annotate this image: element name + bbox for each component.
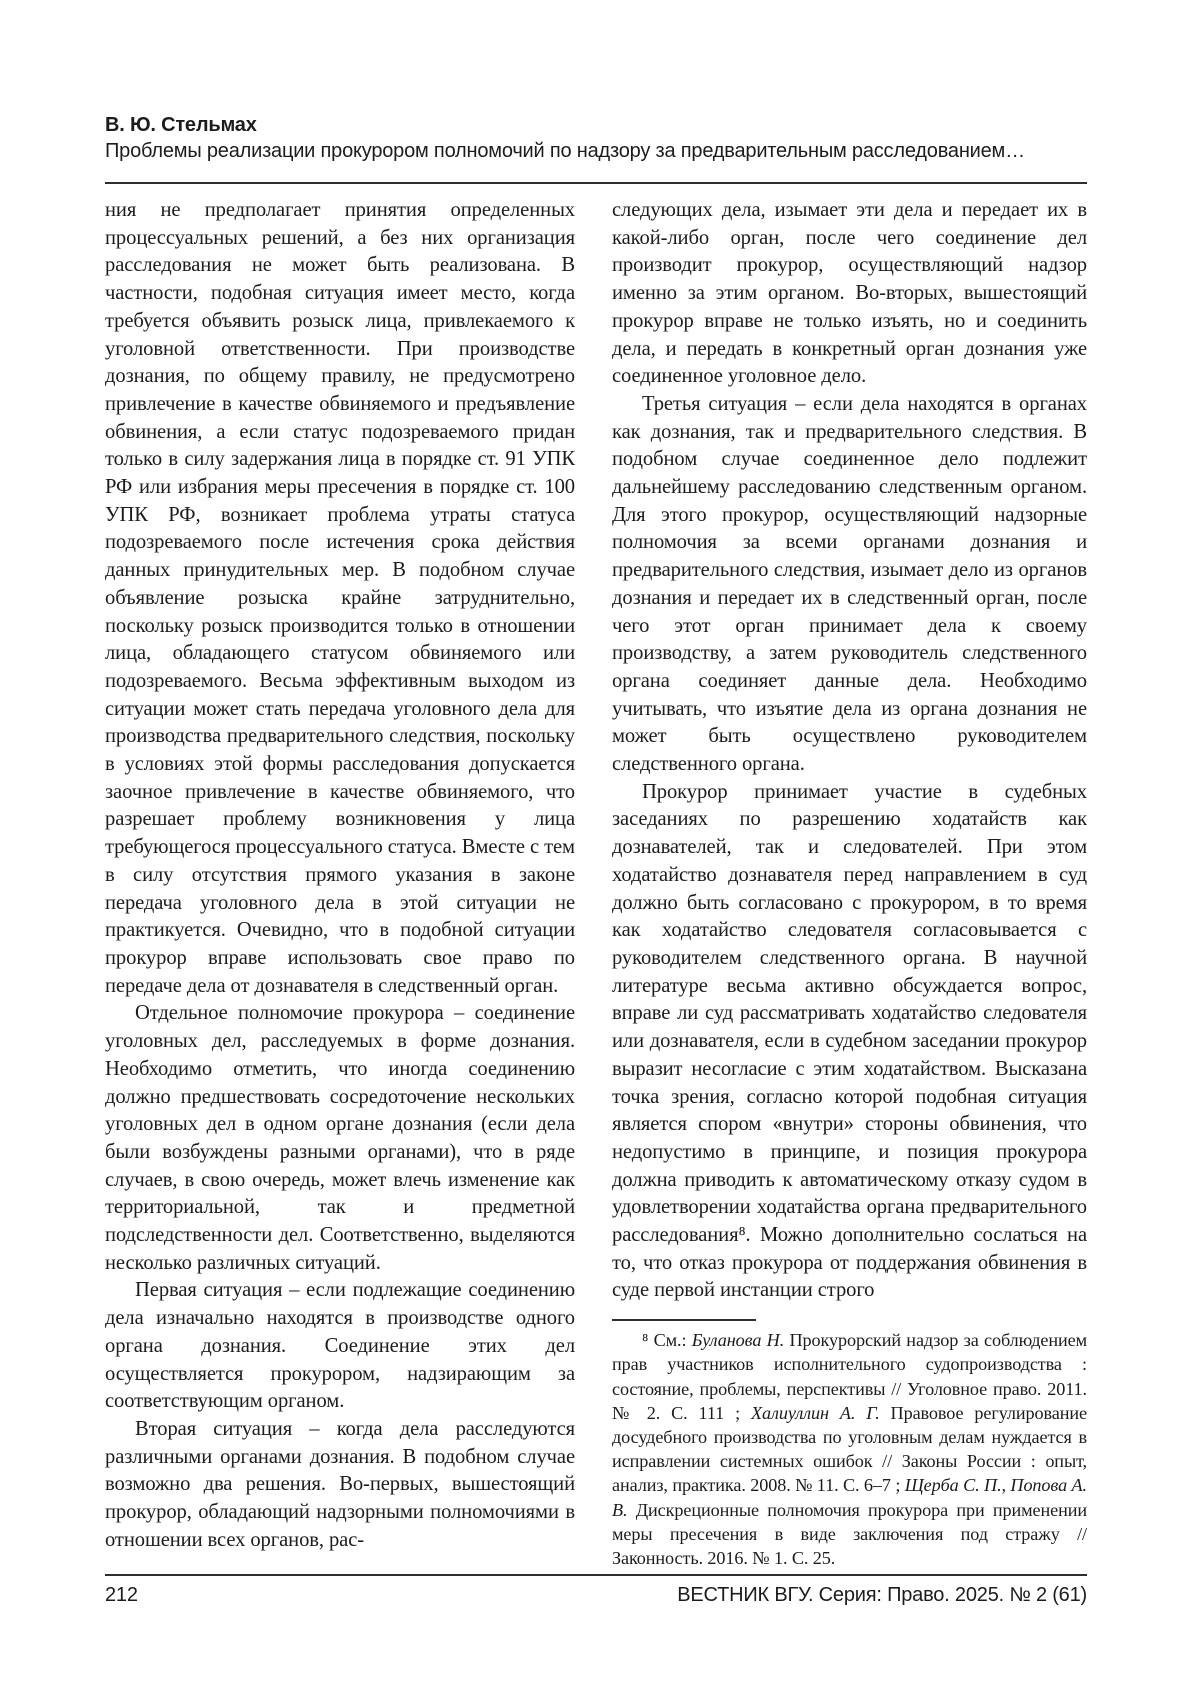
footnote-text (612, 1328, 1087, 1569)
footnote-segment: ⁸ См.: (642, 1330, 692, 1351)
footnote-block (612, 1319, 1087, 1569)
paragraph: Вторая ситуация – когда дела расследуются различными органами дознания. В подобном случае возможно два решения. Во-первых, вышестоящий прокурор, обладающий надзорными полномочиями в отношении всех органов, рас- (105, 1417, 575, 1551)
paragraph: Первая ситуация – если подлежащие соединению дела изначально находятся в производстве одного органа дознания. Соединение этих дел осуществляется прокурором, надзирающим за соответствующим органом. (105, 1279, 575, 1413)
paragraph: Прокурор принимает участие в судебных заседаниях по разрешению ходатайств как дознавателей, так и следователей. При этом ходатайство дознавателя перед направлением в суд должно быть согласовано с прокурором, в то время как ходатайство следователя согласовывается с руководителем следственного органа. В научной литературе весьма активно обсуждается вопрос, вправе ли суд рассматривать ходатайство следователя или дознавателя, если в судебном заседании прокурор выразит несогласие с этим ходатайством. Высказана точка зрения, согласно которой подобная ситуация является спором «внутри» стороны обвинения, что недопустимо в принципе, и позиция прокурора должна приводить к автоматическому отказу судом в удовлетворении ходатайства органа предварительного расследования⁸. Можно дополнительно сослаться на то, что отказ прокурора от поддержания обвинения в суде первой инстанции строго (612, 780, 1087, 1302)
page-footer (105, 1582, 1087, 1608)
paragraph: ния не предполагает принятия определенных процессуальных решений, а без них организация расследования не может быть реализована. В частности, подобная ситуация имеет место, когда требуется объявить розыск лица, привлекаемого к уголовной ответственности. При производстве дознания, по общему правилу, не предусмотрено привлечение в качестве обвиняемого и предъявление обвинения, а если статус подозреваемого придан только в силу задержания лица в порядке ст. 91 УПК РФ или избрания меры пресечения в порядке ст. 100 УПК РФ, возникает проблема утраты статуса подозреваемого после истечения срока действия данных принудительных мер. В подобном случае объявление розыска крайне затруднительно, поскольку розыск производится только в отношении лица, обладающего статусом обвиняемого или подозреваемого. Весьма эффективным выходом из ситуации может стать передача уголовного дела для производства предварительного следствия, поскольку в условиях этой формы расследования допускается заочное привлечение в качестве обвиняемого, что разрешает проблему возникновения у лица требующегося процессуального статуса. Вместе с тем в силу отсутствия прямого указания в законе передача уголовного дела в этой ситуации не практикуется. Очевидно, что в подобной ситуации прокурор вправе использовать свое право по передаче дела от дознавателя в следственный орган. (105, 199, 575, 997)
footnote-reference-author: Буланова Н. (691, 1330, 785, 1351)
footnote-reference-author: Щерба С. П., Попова А. В. (612, 1475, 1087, 1520)
journal-info: ВЕСТНИК ВГУ. Серия: Право. 2025. № 2 (61) (677, 1584, 1087, 1606)
text-column-left (105, 197, 575, 1569)
text-column-right-main (612, 197, 1087, 1305)
paragraph: Третья ситуация – если дела находятся в органах как дознания, так и предварительного следствия. В подобном случае соединенное дело подлежит дальнейшему расследованию следственным органом. Для этого прокурор, осуществляющий надзорные полномочия за всеми органами дознания и предварительного следствия, изымает дело из органов дознания и передает их в следственный орган, после чего этот орган принимает дела к своему производству, а затем руководитель следственного органа соединяет данные дела. Необходимо учитывать, что изъятие дела из органа дознания не может быть осуществлено руководителем следственного органа. (612, 392, 1087, 776)
article-body (105, 197, 1087, 1569)
running-head-author: В. Ю. Стельмах (105, 114, 257, 136)
footnote-segment: Дискреционные полномочия прокурора при применении меры пресечения в виде заключения под стражу // Законность. 2016. № 1. С. 25. (612, 1499, 1087, 1568)
footnote-segment: Правовое регулирование досудебного производства по уголовным делам нуждается в исправлении системных ошибок // Законы России : опыт, анализ, практика. 2008. № 11. С. 6–7 ; (612, 1402, 1087, 1496)
paragraph: следующих дела, изымает эти дела и передает их в какой-либо орган, после чего соединение дел производит прокурор, осуществляющий надзор именно за этим органом. Во-вторых, вышестоящий прокурор вправе не только изъять, но и соединить дела, и передать в конкретный орган дознания уже соединенное уголовное дело. (612, 199, 1087, 388)
running-head (105, 112, 1087, 164)
footnote-reference-author: Халиуллин А. Г. (751, 1402, 880, 1423)
page-number: 212 (105, 1584, 138, 1606)
paragraph: Отдельное полномочие прокурора – соединение уголовных дел, расследуемых в форме дознания. Необходимо отметить, что иногда соединению должно предшествовать сосредоточение нескольких уголовных дел в одном органе дознания (если дела были возбуждены разными органами), что в ряде случаев, в свою очередь, может влечь изменение как территориальной, так и предметной подследственности дел. Соответственно, выделяются несколько различных ситуаций. (105, 1002, 575, 1274)
text-column-right (612, 197, 1087, 1569)
running-head-title: Проблемы реализации прокурором полномочий по надзору за предварительным расследованием… (105, 140, 1025, 162)
header-rule (105, 182, 1087, 184)
footnote-segment: Прокурорский надзор за соблюдением прав участников исполнительного судопроизводства : состояние, проблемы, перспективы // Уголовное право. 2011. № 2. С. 111 ; (612, 1330, 1087, 1423)
footer-rule (105, 1574, 1087, 1576)
footnote-rule (612, 1319, 756, 1321)
